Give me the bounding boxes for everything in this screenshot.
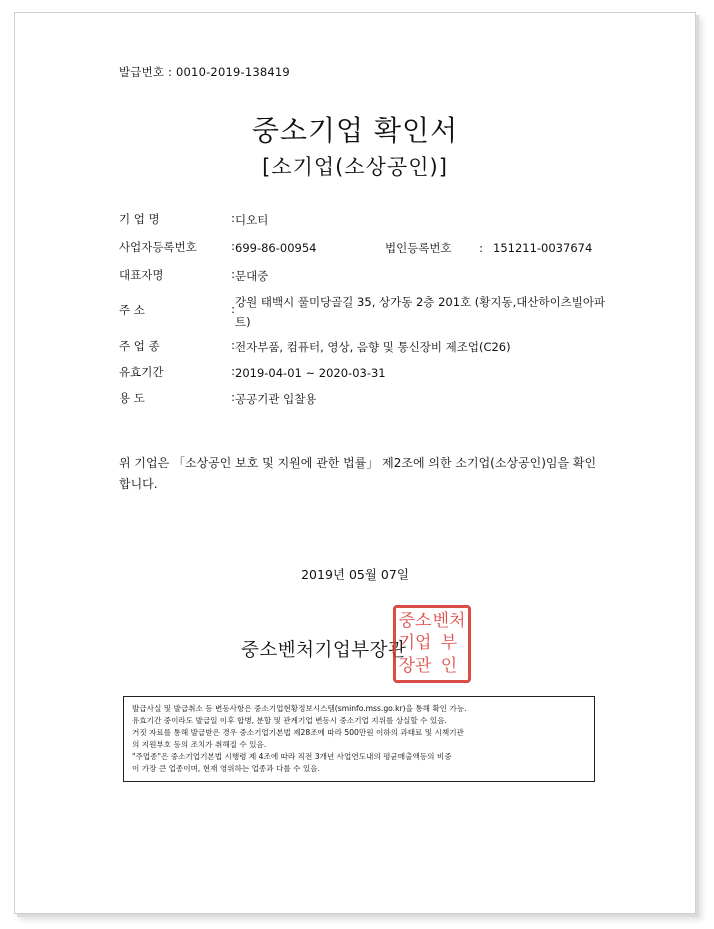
validity-value: 2019-04-01 ~ 2020-03-31 (235, 366, 386, 380)
validity-label: 유효기간 (119, 365, 164, 379)
issuer-name: 중소벤처기업부장관 (241, 640, 407, 661)
purpose-row: 용 도 : 공공기관 입찰용 (119, 390, 609, 409)
address-row: 주 소 : 강원 태백시 풀미당골길 35, 상가동 2층 201호 (황지동,대산하이츠빌아파트) (119, 292, 609, 332)
purpose-label: 용 도 (119, 391, 145, 405)
notice-line: 의 지원부호 등의 조치가 취해질 수 있음. (132, 740, 267, 749)
address-label: 주 소 (119, 303, 145, 317)
seal-text-1: 중소 (398, 610, 432, 631)
validity-row: 유효기간 : 2019-04-01 ~ 2020-03-31 (119, 364, 609, 383)
certificate-page (14, 12, 696, 914)
corp-reg-label: 법인등록번호 (385, 241, 452, 255)
business-value: 전자부품, 컴퓨터, 영상, 음향 및 통신장비 제조업(C26) (235, 340, 511, 354)
confirmation-text: 위 기업은 「소상공인 보호 및 지원에 관한 법률」 제2조에 의한 소기업(소상공인)임을 확인합니다. (119, 456, 597, 491)
notice-line: 발급사실 및 발급취소 등 변동사항은 중소기업현황정보시스템(sminfo.mss.go.kr)을 통해 확인 가능. (132, 704, 467, 713)
biz-reg-label: 사업자등록번호 (119, 240, 197, 254)
purpose-value: 공공기관 입찰용 (235, 392, 317, 406)
notice-box (123, 696, 595, 782)
official-seal (393, 605, 471, 683)
ceo-row: 대표자명 : 문대중 (119, 267, 609, 286)
corp-reg-value: 151211-0037674 (493, 241, 593, 255)
notice-line: 이 가장 큰 업종이며, 현재 영위하는 업종과 다를 수 있음. (132, 764, 320, 773)
issue-date: 2019년 05월 07일 (301, 567, 409, 582)
ceo-value: 문대중 (235, 269, 269, 283)
business-label: 주 업 종 (119, 339, 160, 353)
company-name-label: 기 업 명 (119, 212, 160, 226)
seal-text-2: 벤처 (432, 610, 466, 631)
company-name-row: 기 업 명 : 디오티 (119, 211, 609, 230)
seal-text-6: 인 (440, 656, 458, 677)
seal-text-4: 부 (440, 633, 458, 654)
address-value: 강원 태백시 풀미당골길 35, 상가동 2층 201호 (황지동,대산하이츠빌아파트) (235, 295, 606, 329)
biz-reg-value: 699-86-00954 (235, 241, 317, 255)
registration-row: 사업자등록번호 : 699-86-00954 법인등록번호 : 151211-0037674 (119, 239, 609, 258)
ceo-label: 대표자명 (119, 268, 164, 282)
notice-line: "주업종"은 중소기업기본법 시행령 제 4조에 따라 직전 3개년 사업연도내의 평균매출액등의 비중 (132, 752, 452, 761)
company-name-value: 디오티 (235, 213, 269, 227)
document-title: 중소기업 확인서 (251, 114, 459, 147)
document-subtitle: [소기업(소상공인)] (262, 155, 448, 179)
seal-text-3: 기업 (398, 633, 432, 654)
business-row: 주 업 종 : 전자부품, 컴퓨터, 영상, 음향 및 통신장비 제조업(C26) (119, 338, 609, 357)
company-info (119, 211, 609, 409)
notice-line: 유효기간 중이라도 발급일 이후 합병, 분할 및 관계기업 변동시 중소기업 지위를 상실할 수 있음. (132, 716, 447, 725)
issue-number: 발급번호 : 0010-2019-138419 (119, 65, 290, 79)
notice-line: 거짓 자료를 통해 발급받은 경우 중소기업기본법 제28조에 따라 500만원 이하의 과태료 및 시책기관 (132, 728, 464, 737)
seal-text-5: 장관 (398, 656, 432, 677)
